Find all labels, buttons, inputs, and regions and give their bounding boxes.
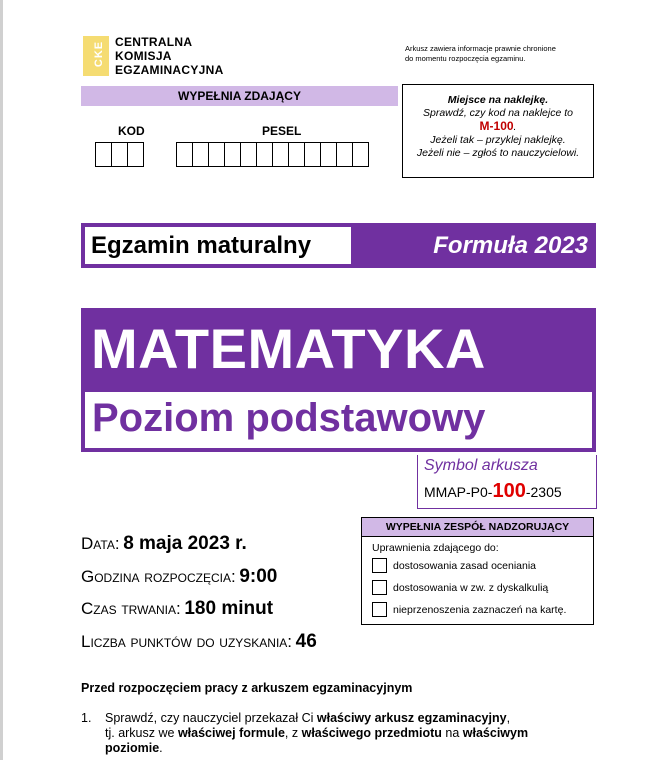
sheet-symbol: Symbol arkusza MMAP-P0-100-2305	[417, 455, 597, 509]
pesel-digit-box[interactable]	[352, 142, 369, 167]
kod-label: KOD	[118, 124, 145, 138]
pesel-digit-box[interactable]	[256, 142, 273, 167]
pesel-digit-box[interactable]	[288, 142, 305, 167]
subject-title: MATEMATYKA	[91, 317, 486, 380]
pesel-digit-box[interactable]	[336, 142, 353, 167]
kod-digit-box[interactable]	[111, 142, 128, 167]
pesel-digit-box[interactable]	[208, 142, 225, 167]
kod-digit-box[interactable]	[127, 142, 144, 167]
committee-box: WYPEŁNIA ZESPÓŁ NADZORUJĄCY Uprawnienia zdającego do: dostosowania zasad oceniania dostosowania w zw. z dyskalkulią nieprzenoszenia zaznaczeń na kartę.	[361, 517, 594, 625]
pesel-field[interactable]	[176, 142, 368, 167]
pesel-digit-box[interactable]	[176, 142, 193, 167]
cke-logo-text: CENTRALNA KOMISJA EGZAMINACYJNA	[115, 35, 224, 77]
exam-date: Data: 8 maja 2023 r.	[81, 533, 247, 554]
checkbox[interactable]	[372, 580, 387, 595]
pesel-digit-box[interactable]	[240, 142, 257, 167]
sticker-code: M-100	[479, 119, 514, 133]
committee-option[interactable]: dostosowania zasad oceniania	[372, 558, 536, 573]
sheet-symbol-code: MMAP-P0-100-2305	[424, 480, 562, 502]
candidate-fill-header: WYPEŁNIA ZDAJĄCY	[81, 86, 398, 106]
pesel-digit-box[interactable]	[320, 142, 337, 167]
checkbox[interactable]	[372, 558, 387, 573]
pesel-label: PESEL	[262, 124, 302, 138]
committee-header: WYPEŁNIA ZESPÓŁ NADZORUJĄCY	[362, 518, 593, 537]
committee-option[interactable]: nieprzenoszenia zaznaczeń na kartę.	[372, 602, 566, 617]
points-total: Liczba punktów do uzyskania: 46	[81, 631, 317, 652]
subject-banner	[81, 308, 596, 452]
pesel-digit-box[interactable]	[272, 142, 289, 167]
instructions-heading: Przed rozpoczęciem pracy z arkuszem egzaminacyjnym	[81, 681, 413, 695]
checkbox[interactable]	[372, 602, 387, 617]
duration: Czas trwania: 180 minut	[81, 598, 274, 619]
pesel-digit-box[interactable]	[192, 142, 209, 167]
exam-formula: Formuła 2023	[433, 232, 588, 259]
cke-logo-icon: CKE	[83, 36, 109, 76]
sticker-box: Miejsce na naklejkę. Sprawdź, czy kod na naklejce to M-100. Jeżeli tak – przyklej naklejkę. Jeżeli nie – zgłoś to nauczycielowi.	[402, 84, 594, 178]
level-box	[85, 392, 592, 448]
exam-banner	[81, 223, 596, 268]
page-edge	[0, 0, 3, 760]
level-text: Poziom podstawowy	[92, 396, 486, 440]
pesel-digit-box[interactable]	[304, 142, 321, 167]
exam-name: Egzamin maturalny	[85, 227, 351, 264]
kod-digit-box[interactable]	[95, 142, 112, 167]
start-time: Godzina rozpoczęcia: 9:00	[81, 566, 278, 587]
legal-notice: Arkusz zawiera informacje prawnie chronione do momentu rozpoczęcia egzaminu.	[405, 44, 556, 63]
committee-option[interactable]: dostosowania w zw. z dyskalkulią	[372, 580, 548, 595]
pesel-digit-box[interactable]	[224, 142, 241, 167]
kod-field[interactable]	[95, 142, 143, 167]
